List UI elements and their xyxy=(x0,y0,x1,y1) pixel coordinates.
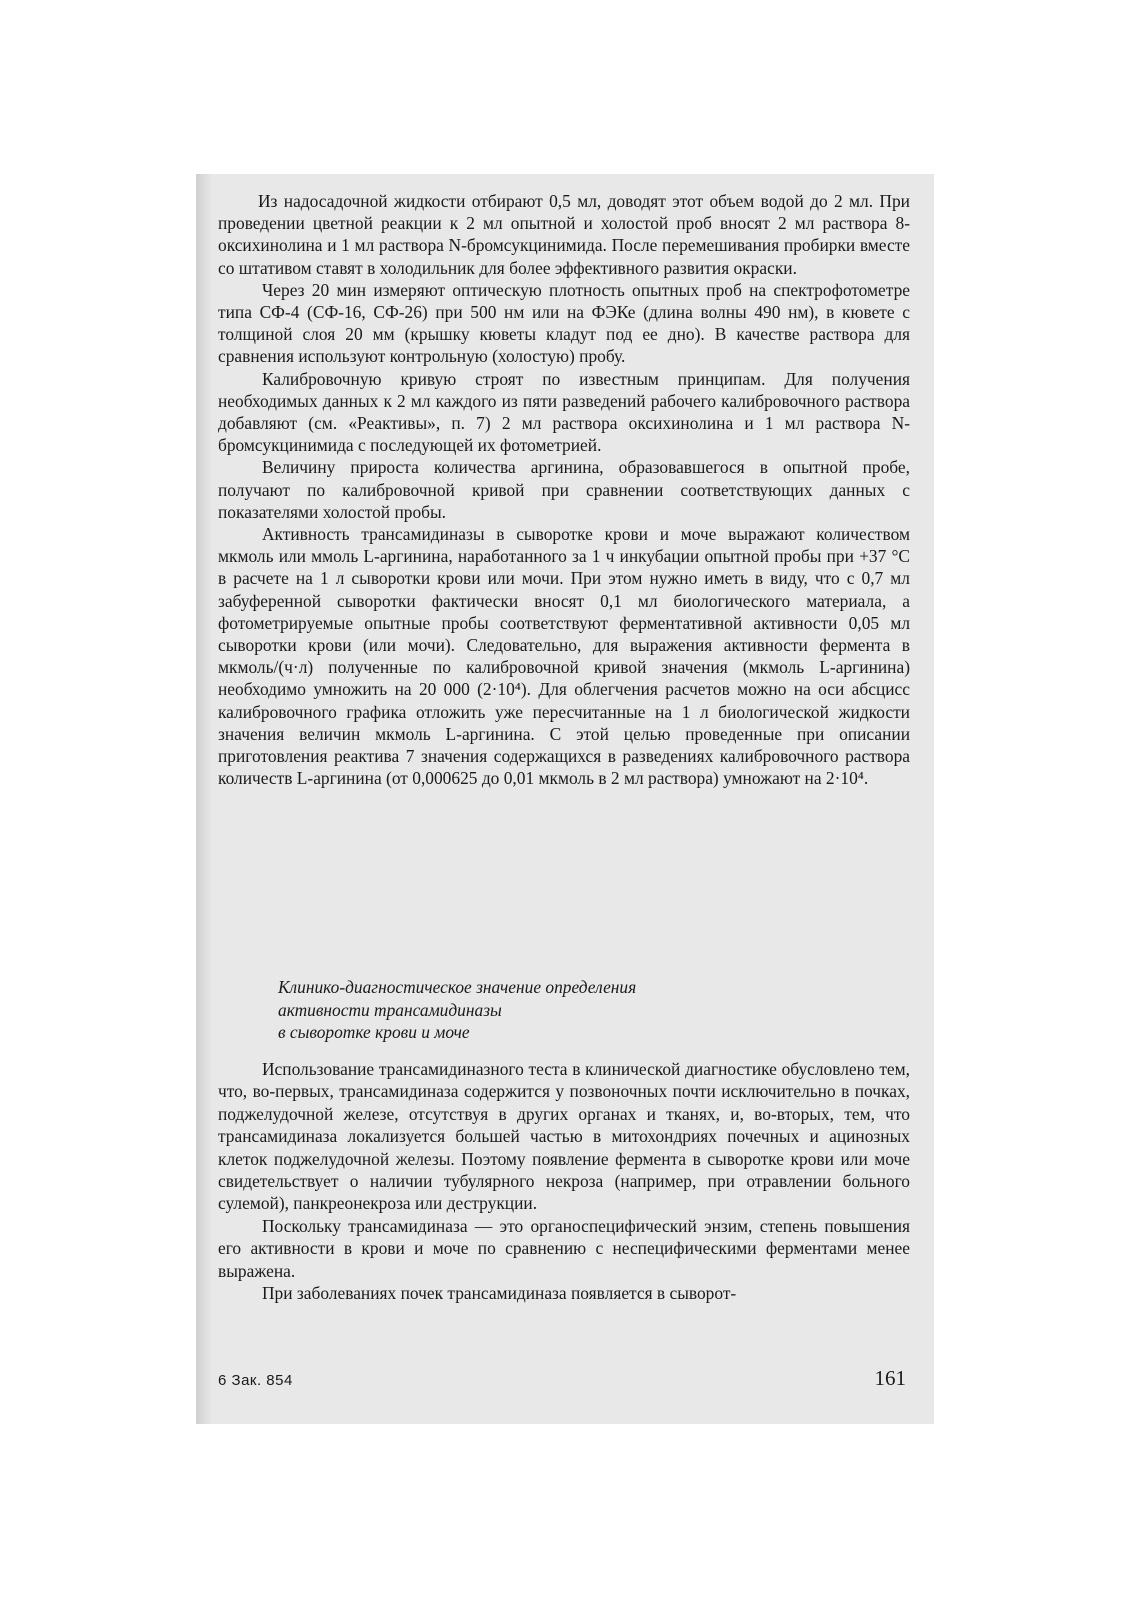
paragraph: Использование трансамидиназного теста в клинической диагностике обусловлено тем, что, во-первых, трансамидиназа содержится у позвоночных почти исключительно в почках, поджелудочной железе, отсутствуя в других органах и тканях, и, во-вторых, тем, что трансамидиназа локализуется большей частью в митохондриях почечных и ацинозных клеток поджелудочной железы. Поэтому появление фермента в сыворотке крови или моче свидетельствует о наличии тубулярного некроза (например, при отравлении больного сулемой), панкреонекроза или деструкции. xyxy=(218,1059,910,1214)
paragraph: Активность трансамидиназы в сыворотке крови и моче выражают количеством мкмоль или ммоль L-аргинина, наработанного за 1 ч инкубации опытной пробы при +37 °С в расчете на 1 л сыворотки крови или мочи. При этом нужно иметь в виду, что с 0,7 мл забуференной сыворотки фактически вносят 0,1 мл биологического материала, а фотометрируемые опытные пробы соответствуют ферментативной активности 0,05 мл сыворотки крови (или мочи). Следовательно, для выражения активности фермента в мкмоль/(ч·л) полученные по калибровочной кривой значения (мкмоль L-аргинина) необходимо умножить на 20 000 (2·10⁴). Для облегчения расчетов можно на оси абсцисс калибровочного графика отложить уже пересчитанные на 1 л биологической жидкости значения величин мкмоль L-аргинина. С этой целью проведенные при описании приготовления реактива 7 значения содержащихся в разведениях калибровочного раствора количеств L-аргинина (от 0,000625 до 0,01 мкмоль в 2 мл раствора) умножают на 2·10⁴. xyxy=(218,524,910,789)
heading-line: активности трансамидиназы xyxy=(278,999,502,1020)
body-text-top xyxy=(218,190,910,789)
heading-line: в сыворотке крови и моче xyxy=(278,1022,470,1043)
page-number: 161 xyxy=(874,1366,906,1390)
paragraph: Из надосадочной жидкости отбирают 0,5 мл, доводят этот объем водой до 2 мл. При проведении цветной реакции к 2 мл опытной и холостой проб вносят 2 мл раствора 8-оксихинолина и 1 мл раствора N-бромсукцинимида. После перемешивания пробирки вместе со штативом ставят в холодильник для более эффективного развития окраски. xyxy=(218,191,910,278)
paragraph: Величину прироста количества аргинина, образовавшегося в опытной пробе, получают по калибровочной кривой при сравнении соответствующих данных с показателями холостой пробы. xyxy=(218,457,910,522)
paragraph: Калибровочную кривую строят по известным принципам. Для получения необходимых данных к 2 мл каждого из пяти разведений рабочего калибровочного раствора добавляют (см. «Реактивы», п. 7) 2 мл раствора оксихинолина и 1 мл раствора N-бромсукцинимида с последующей их фотометрией. xyxy=(218,368,910,456)
paragraph: Через 20 мин измеряют оптическую плотность опытных проб на спектрофотометре типа СФ-4 (СФ-16, СФ-26) при 500 нм или на ФЭКе (длина волны 490 нм), в кювете с толщиной слоя 20 мм (крышку кюветы кладут под ее дно). В качестве раствора для сравнения используют контрольную (холостую) пробу. xyxy=(218,279,910,367)
order-code: 6 Зак. 854 xyxy=(218,1372,293,1389)
section-heading xyxy=(278,976,838,1044)
heading-line: Клинико-диагностическое значение определения xyxy=(278,977,637,997)
paragraph: При заболеваниях почек трансамидиназа появляется в сыворот- xyxy=(262,1283,737,1304)
paragraph: Поскольку трансамидиназа — это органоспецифический энзим, степень повышения его активности в крови и моче по сравнению с неспецифическими ферментами менее выражена. xyxy=(218,1215,910,1281)
body-text-bottom xyxy=(218,1058,910,1304)
